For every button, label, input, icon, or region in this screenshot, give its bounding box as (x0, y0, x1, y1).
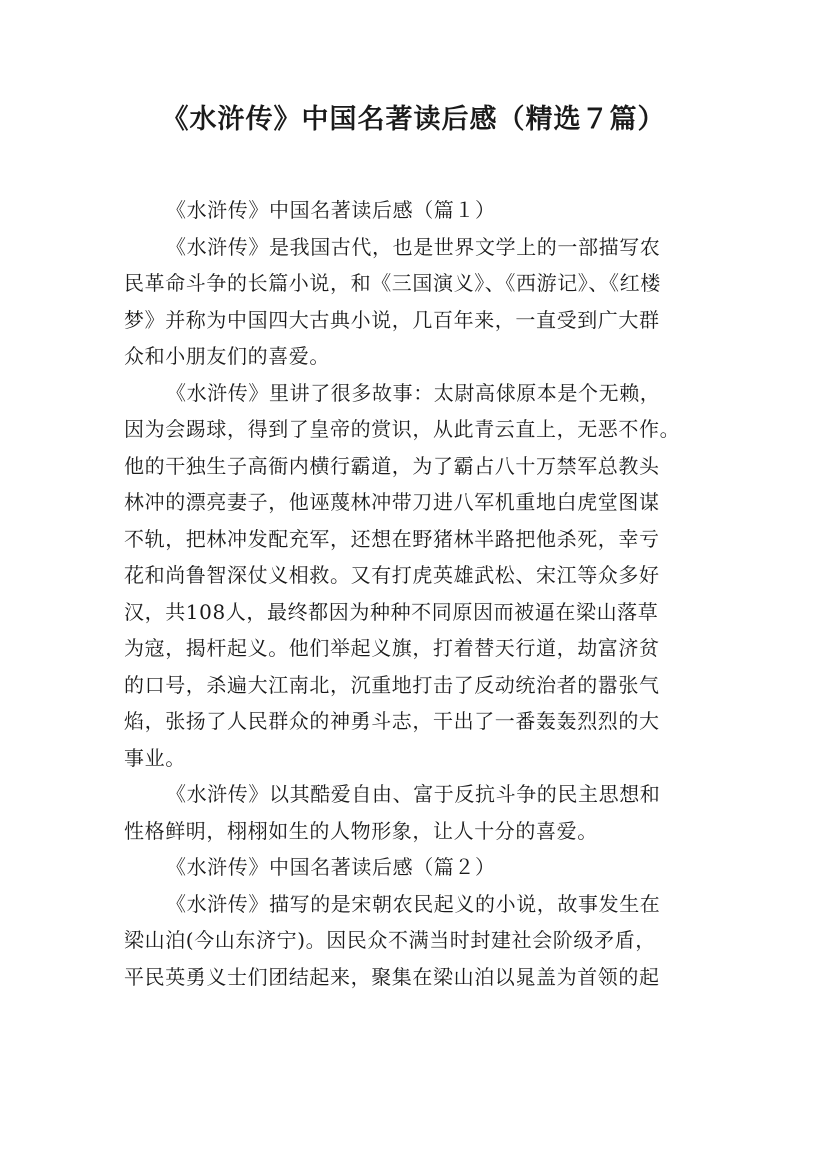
paragraph-line: 焰，张扬了人民群众的神勇斗志，干出了一番轰轰烈烈的大 (124, 709, 660, 733)
paragraph-line: 《水浒传》里讲了很多故事：太尉高俅原本是个无赖， (166, 380, 661, 405)
section-heading-2: 《水浒传》中国名著读后感（篇２） (166, 855, 496, 879)
paragraph-line: 梁山泊(今山东济宁)。因民众不满当时封建社会阶级矛盾， (124, 928, 656, 952)
paragraph-line: 他的干独生子高衙内横行霸道，为了霸占八十万禁军总教头 (124, 453, 660, 478)
paragraph-line: 性格鲜明，栩栩如生的人物形象，让人十分的喜爱。 (124, 818, 598, 843)
paragraph-line: 不轨，把林冲发配充军，还想在野猪林半路把他杀死，幸亏 (124, 526, 660, 551)
paragraph-line: 因为会踢球，得到了皇帝的赏识，从此青云直上，无恶不作。 (124, 417, 681, 441)
paragraph-line: 汉，共108人，最终都因为种种不同原因而被逼在梁山落草 (124, 599, 659, 624)
paragraph-line: 《水浒传》是我国古代，也是世界文学上的一部描写农 (166, 234, 661, 259)
paragraph-line: 为寇，揭杆起义。他们举起义旗，打着替天行道，劫富济贫 (124, 636, 660, 660)
document-title: 《水浒传》中国名著读后感（精选７篇） (161, 104, 666, 135)
paragraph-line: 《水浒传》描写的是宋朝农民起义的小说，故事发生在 (166, 891, 661, 916)
paragraph-line: 事业。 (124, 745, 186, 770)
paragraph-line: 众和小朋友们的喜爱。 (124, 344, 330, 368)
document-body (124, 192, 712, 995)
paragraph-line: 的口号，杀遍大江南北，沉重地打击了反动统治者的嚣张气 (124, 672, 660, 697)
paragraph-line: 梦》并称为中国四大古典小说，几百年来，一直受到广大群 (124, 307, 660, 332)
paragraph-line: 林冲的漂亮妻子，他诬蔑林冲带刀进八军机重地白虎堂图谋 (124, 490, 660, 514)
paragraph-line: 花和尚鲁智深仗义相救。又有打虎英雄武松、宋江等众多好 (124, 563, 660, 587)
paragraph-line: 平民英勇义士们团结起来，聚集在梁山泊以晁盖为首领的起 (124, 964, 660, 989)
section-heading-1: 《水浒传》中国名著读后感（篇１） (166, 198, 496, 222)
paragraph-line: 民革命斗争的长篇小说，和《三国演义》、《西游记》、《红楼 (124, 271, 661, 295)
paragraph-line: 《水浒传》以其酷爱自由、富于反抗斗争的民主思想和 (166, 782, 661, 806)
